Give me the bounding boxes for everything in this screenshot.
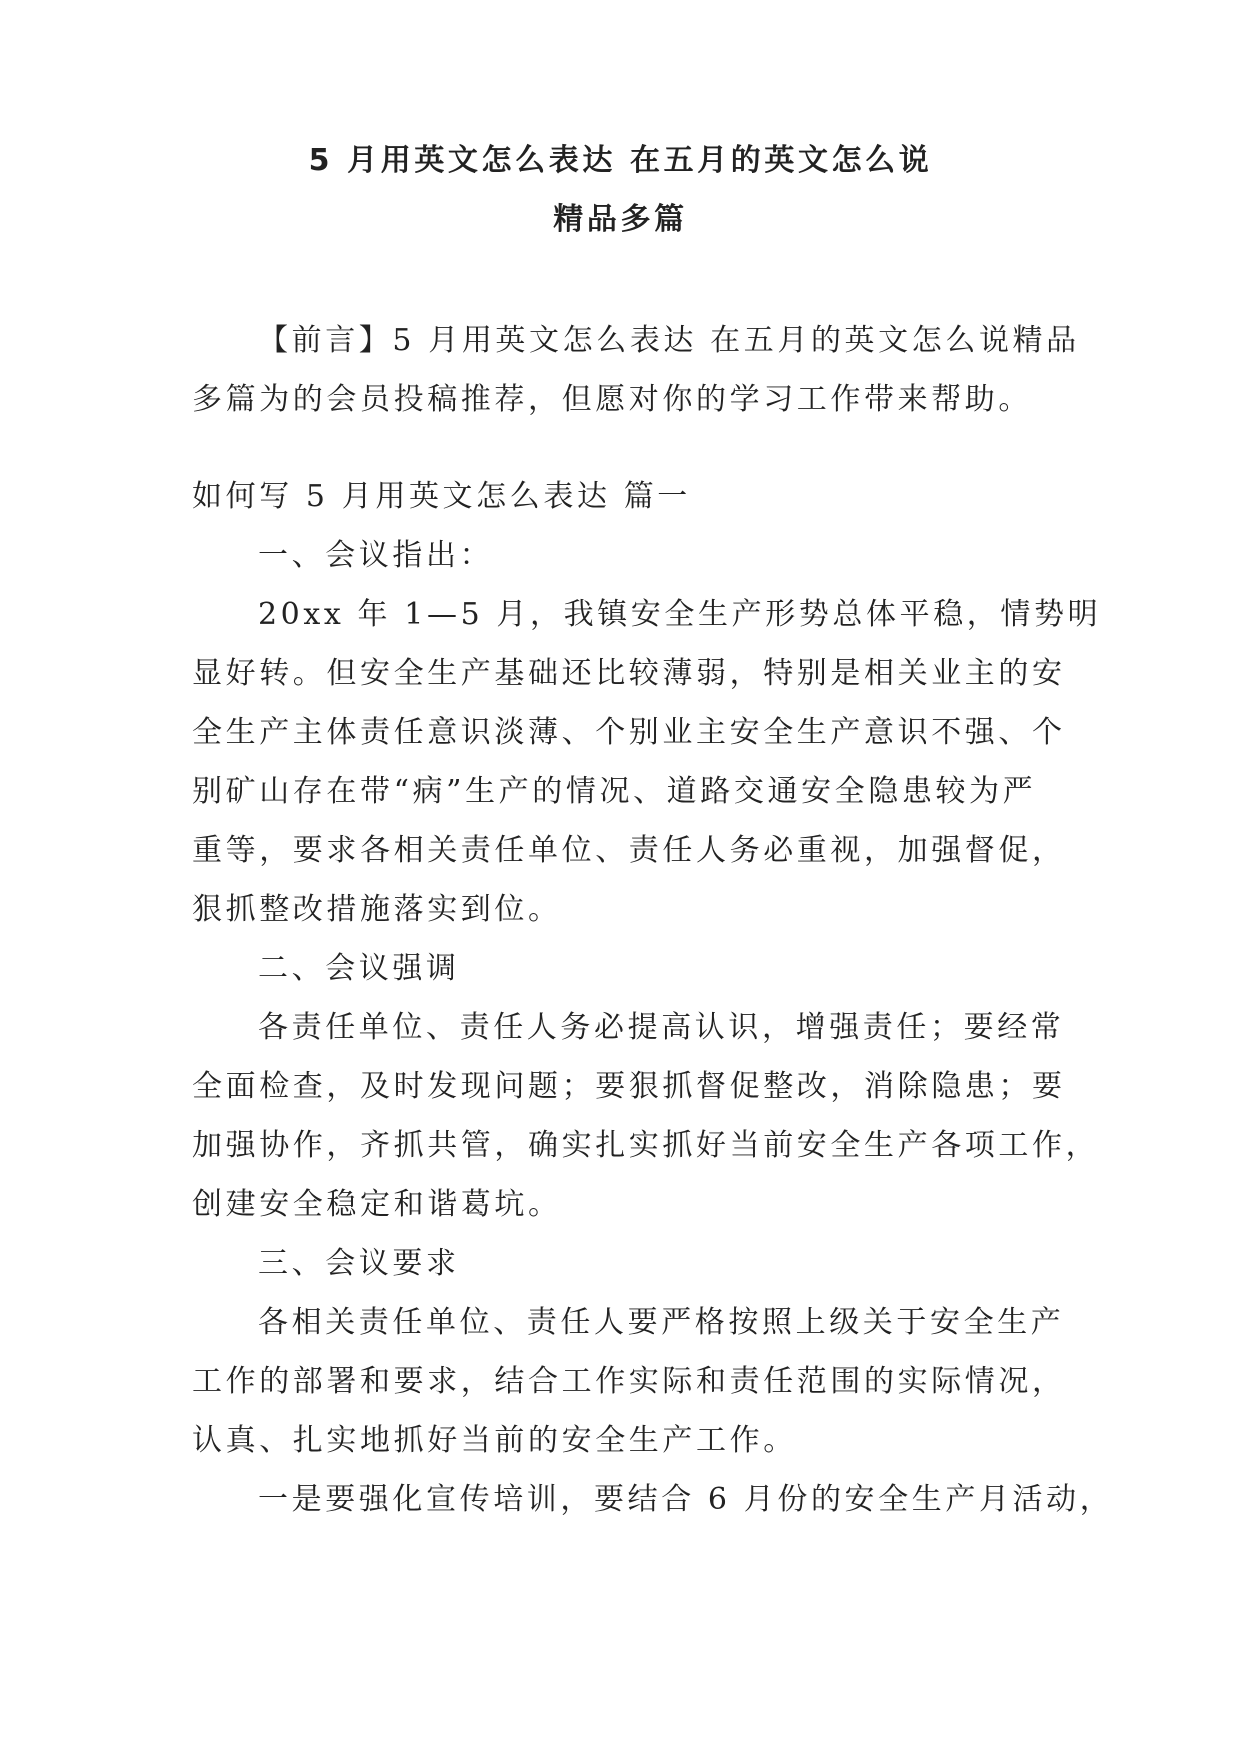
paragraph-line: 20xx 年 1—5 月，我镇安全生产形势总体平稳，情势明 bbox=[258, 597, 1102, 632]
preface-line: 多篇为的会员投稿推荐，但愿对你的学习工作带来帮助。 bbox=[192, 382, 1032, 417]
paragraph-line: 各责任单位、责任人务必提高认识，增强责任；要经常 bbox=[258, 1010, 1065, 1045]
paragraph-line: 显好转。但安全生产基础还比较薄弱，特别是相关业主的安 bbox=[192, 656, 1066, 691]
title-line: 精品多篇 bbox=[553, 202, 688, 237]
paragraph-line: 狠抓整改措施落实到位。 bbox=[192, 892, 562, 927]
paragraph-line: 重等，要求各相关责任单位、责任人务必重视，加强督促， bbox=[192, 833, 1066, 868]
paragraph-line: 全面检查，及时发现问题；要狠抓督促整改，消除隐患；要 bbox=[192, 1069, 1066, 1104]
section-heading: 如何写 5 月用英文怎么表达 篇一 bbox=[192, 479, 691, 514]
paragraph-line: 别矿山存在带“病”生产的情况、道路交通安全隐患较为严 bbox=[192, 774, 1037, 809]
preface-line: 【前言】5 月用英文怎么表达 在五月的英文怎么说精品 bbox=[258, 323, 1080, 358]
paragraph-line: 认真、扎实地抓好当前的安全生产工作。 bbox=[192, 1423, 797, 1458]
paragraph-line: 加强协作，齐抓共管，确实扎实抓好当前安全生产各项工作， bbox=[192, 1128, 1100, 1163]
paragraph-line: 工作的部署和要求，结合工作实际和责任范围的实际情况， bbox=[192, 1364, 1066, 1399]
subheading-meeting-points: 一、会议指出： bbox=[258, 538, 494, 573]
paragraph-line: 各相关责任单位、责任人要严格按照上级关于安全生产 bbox=[258, 1305, 1065, 1340]
paragraph-line: 一是要强化宣传培训，要结合 6 月份的安全生产月活动， bbox=[258, 1482, 1114, 1517]
preface bbox=[192, 311, 1080, 429]
subheading-meeting-emphasis: 二、会议强调 bbox=[258, 951, 460, 986]
title-line: 5 月用英文怎么表达 在五月的英文怎么说 bbox=[308, 143, 933, 178]
document-title bbox=[150, 131, 1091, 249]
subheading-meeting-requirements: 三、会议要求 bbox=[258, 1246, 460, 1281]
paragraph-line: 全生产主体责任意识淡薄、个别业主安全生产意识不强、个 bbox=[192, 715, 1066, 750]
paragraph-line: 创建安全稳定和谐葛坑。 bbox=[192, 1187, 562, 1222]
document-body bbox=[192, 467, 1114, 1529]
